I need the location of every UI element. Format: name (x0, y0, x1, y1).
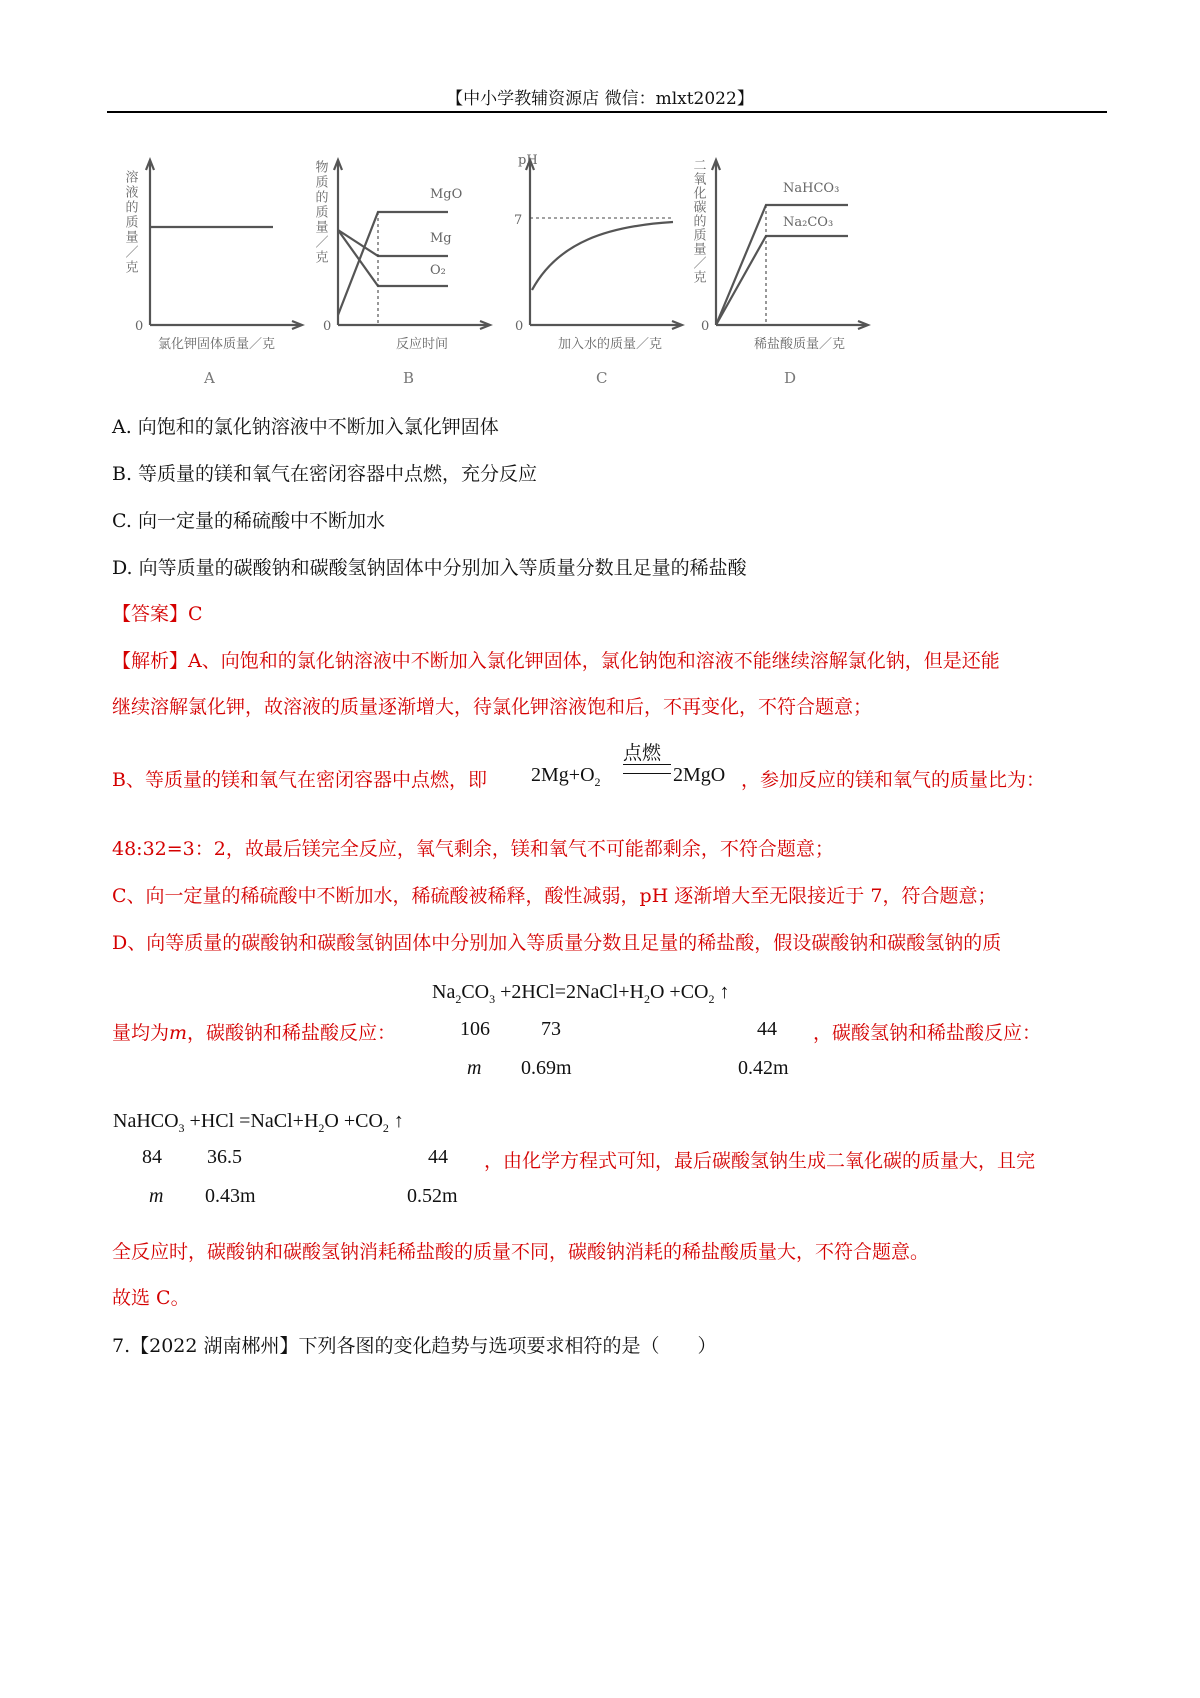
analysis-b-line2: ，参加反应的镁和氧气的质量比为： (741, 769, 1046, 791)
analysis-d-line4: 全反应时，碳酸钠和碳酸氢钠消耗稀盐酸的质量不同，碳酸钠消耗的稀盐酸质量大，不符合题意。 (112, 1241, 930, 1263)
analysis-b-line1: B、等质量的镁和氧气在密闭容器中点燃，即 (112, 769, 487, 791)
graph-d-xlabel: 稀盐酸质量／克 (754, 337, 846, 352)
graph-b-curve-mg: Mg (430, 231, 452, 246)
analysis-c: C、向一定量的稀硫酸中不断加水，稀硫酸被稀释，酸性减弱，pH 逐渐增大至无限接近于 7，符合题意； (112, 885, 997, 907)
graph-c-label: C (596, 369, 608, 387)
equation-na2co3: $Na_2CO_3$ $+2HCl=2NaCl+H_2O +CO_2$ ↑ (432, 981, 730, 1006)
graph-d-curve-na2co3: Na₂CO₃ (783, 215, 834, 230)
graph-d-origin: 0 (701, 319, 710, 334)
analysis-d-line1: D、向等质量的碳酸钠和碳酸氢钠固体中分别加入等质量分数且足量的稀盐酸，假设碳酸钠和碳酸氢钠的质 (112, 932, 1002, 954)
eq2-ratio-co2: 44 (428, 1146, 448, 1168)
option-c: C. 向一定量的稀硫酸中不断加水 (112, 510, 385, 532)
answer: 【答案】C (112, 603, 203, 625)
option-a: A. 向饱和的氯化钠溶液中不断加入氯化钾固体 (112, 416, 499, 438)
analysis-d-line2b: ，碳酸氢钠和稀盐酸反应： (813, 1022, 1042, 1044)
graph-c-ylabel: pH (518, 153, 538, 168)
analysis-b-line3: 48:32=3：2，故最后镁完全反应，氧气剩余，镁和氧气不可能都剩余，不符合题意； (112, 838, 834, 860)
eq2-mass-nahco3: m (149, 1185, 164, 1207)
graph-b (313, 159, 491, 387)
graph-a-xlabel: 氯化钾固体质量／克 (158, 337, 276, 352)
eq1-mass-na2co3: m (467, 1057, 482, 1079)
graph-c-origin: 0 (515, 319, 524, 334)
graph-b-label: B (403, 369, 415, 387)
header-rule (107, 111, 1107, 113)
eq1-ratio-co2: 44 (757, 1018, 777, 1040)
eq2-mass-co2: 0.52m (407, 1185, 458, 1207)
analysis-a-line2: 继续溶解氯化钾，故溶液的质量逐渐增大，待氯化钾溶液饱和后，不再变化，不符合题意； (112, 696, 873, 718)
eq1-ratio-hcl: 73 (541, 1018, 561, 1040)
graph-c (514, 153, 682, 387)
eq2-mass-hcl: 0.43m (205, 1185, 256, 1207)
equation-mg-equals (623, 764, 671, 774)
analysis-conclusion: 故选 C。 (112, 1287, 190, 1309)
graph-b-curve-mgo: MgO (430, 187, 463, 202)
eq1-mass-co2: 0.42m (738, 1057, 789, 1079)
graph-d-ylabel: 二氧化碳的质量／克 (690, 158, 706, 284)
equation-mg-condition: 点燃 (623, 742, 662, 764)
graph-b-curve-o2: O₂ (430, 263, 446, 278)
eq2-ratio-hcl: 36.5 (207, 1146, 242, 1168)
question-7: 7.【2022 湖南郴州】下列各图的变化趋势与选项要求相符的是（ ） (112, 1335, 717, 1357)
graph-a (123, 160, 303, 387)
graph-b-origin: 0 (323, 319, 332, 334)
equation-mg-right: 2MgO (673, 764, 726, 786)
analysis-a-line1: 【解析】A、向饱和的氯化钠溶液中不断加入氯化钾固体，氯化钠饱和溶液不能继续溶解氯化钠，但是还能 (112, 650, 1000, 672)
graph-b-ylabel: 物质的质量／克 (312, 160, 328, 265)
graph-c-xlabel: 加入水的质量／克 (558, 337, 663, 352)
page-header: 【中小学教辅资源店 微信：mlxt2022】 (446, 89, 754, 109)
analysis-d-line2: 量均为m，碳酸钠和稀盐酸反应： (112, 1022, 397, 1044)
eq1-ratio-na2co3: 106 (460, 1018, 490, 1040)
equation-nahco3: NaHCO$_3$ $+HCl =NaCl+H_2O +CO_2$ ↑ (113, 1110, 404, 1135)
graphs-figure (118, 150, 958, 390)
graph-a-ylabel: 溶液的质量／克 (122, 170, 138, 275)
graph-d-label: D (784, 369, 797, 387)
eq2-ratio-nahco3: 84 (142, 1146, 162, 1168)
graph-c-ref: 7 (514, 213, 523, 228)
graph-b-xlabel: 反应时间 (396, 337, 449, 352)
eq1-mass-hcl: 0.69m (521, 1057, 572, 1079)
option-b: B. 等质量的镁和氧气在密闭容器中点燃，充分反应 (112, 463, 538, 485)
analysis-d-line3: ，由化学方程式可知，最后碳酸氢钠生成二氧化碳的质量大，且完 (484, 1150, 1036, 1172)
option-d: D. 向等质量的碳酸钠和碳酸氢钠固体中分别加入等质量分数且足量的稀盐酸 (112, 557, 747, 579)
graph-a-origin: 0 (135, 319, 144, 334)
graph-d (691, 158, 869, 387)
graph-a-label: A (204, 369, 215, 387)
equation-mg-left: $2Mg+O_2$ (531, 764, 601, 789)
graph-d-curve-nahco3: NaHCO₃ (783, 181, 840, 196)
